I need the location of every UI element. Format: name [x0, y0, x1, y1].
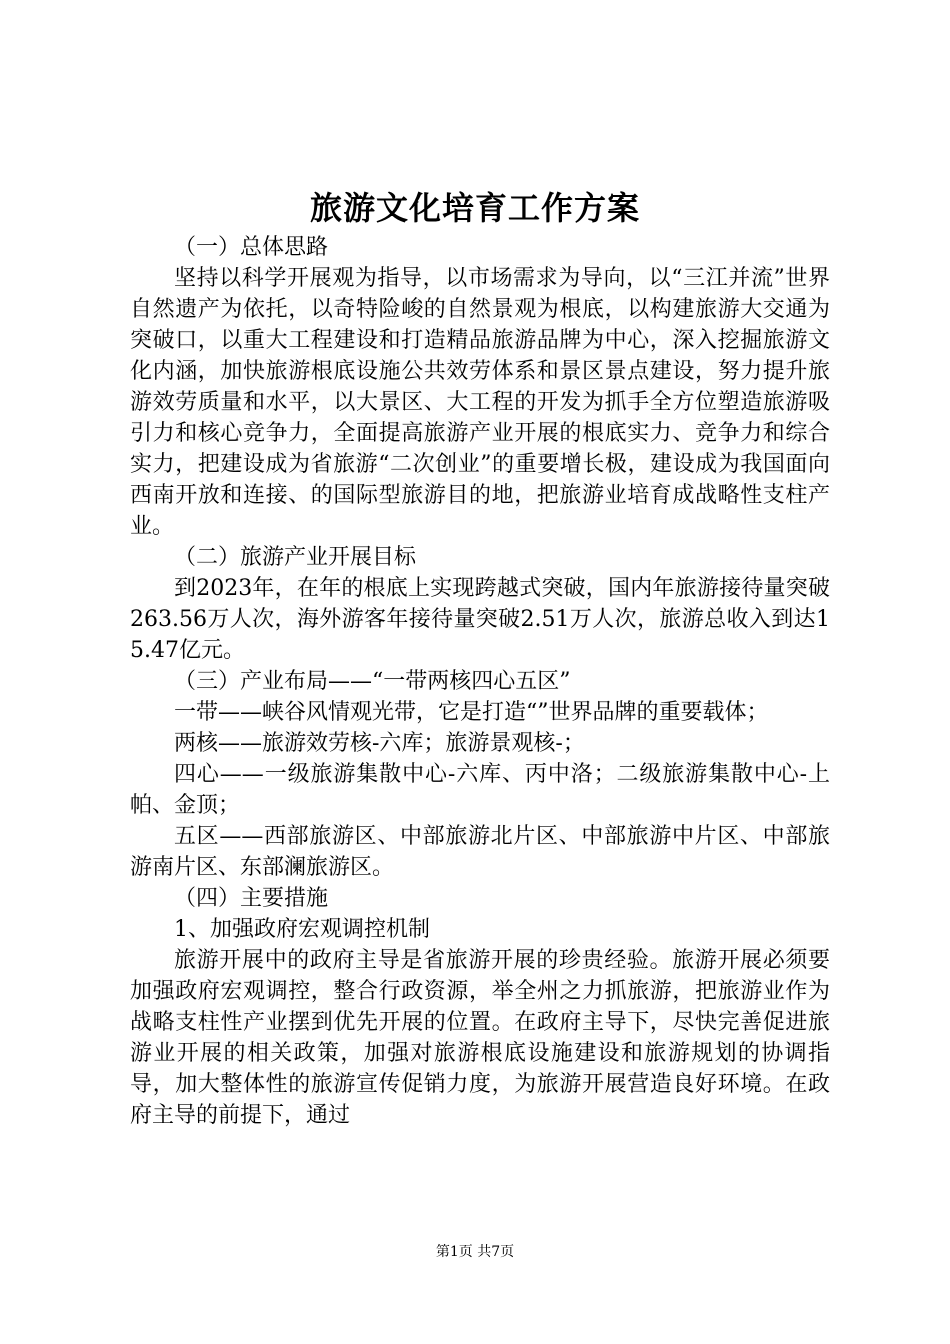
paragraph: 旅游开展中的政府主导是省旅游开展的珍贵经验。旅游开展必须要加强政府宏观调控，整合行政资源，举全州之力抓旅游，把旅游业作为战略支柱性产业摆到优先开展的位置。在政府主导下，尽快完善促进旅游业开展的相关政策，加强对旅游根底设施建设和旅游规划的协调指导，加大整体性的旅游宣传促销力度，为旅游开展营造良好环境。在政府主导的前提下，通过 — [130, 948, 830, 1128]
paragraph: 两核——旅游效劳核-六库；旅游景观核-； — [174, 731, 585, 756]
paragraph: 到2023年，在年的根底上实现跨越式突破，国内年旅游接待量突破263.56万人次，海外游客年接待量突破2.51万人次，旅游总收入到达15.47亿元。 — [130, 576, 830, 663]
section-heading: （二）旅游产业开展目标 — [174, 545, 417, 570]
document-body — [130, 232, 830, 1131]
paragraph: 五区——西部旅游区、中部旅游北片区、中部旅游中片区、中部旅游南片区、东部澜旅游区。 — [130, 824, 830, 880]
section-heading: （三）产业布局——“一带两核四心五区” — [174, 669, 571, 694]
section-heading: （一）总体思路 — [174, 235, 329, 260]
section-heading: （四）主要措施 — [174, 886, 329, 911]
paragraph: 坚持以科学开展观为指导，以市场需求为导向，以“三江并流”世界自然遗产为依托，以奇特险峻的自然景观为根底，以构建旅游大交通为突破口，以重大工程建设和打造精品旅游品牌为中心，深入挖掘旅游文化内涵，加快旅游根底设施公共效劳体系和景区景点建设，努力提升旅游效劳质量和水平，以大景区、大工程的开发为抓手全方位塑造旅游吸引力和核心竞争力，全面提高旅游产业开展的根底实力、竞争力和综合实力，把建设成为省旅游“二次创业”的重要增长极，建设成为我国面向西南开放和连接、的国际型旅游目的地，把旅游业培育成战略性支柱产业。 — [130, 266, 830, 539]
paragraph: 一带——峡谷风情观光带，它是打造“”世界品牌的重要载体； — [174, 700, 769, 725]
subsection-heading: 1、加强政府宏观调控机制 — [174, 917, 430, 942]
page-number: 第1页 共7页 — [435, 1244, 515, 1260]
paragraph: 四心——一级旅游集散中心-六库、丙中洛；二级旅游集散中心-上帕、金顶； — [130, 762, 830, 818]
document-title: 旅游文化培育工作方案 — [309, 189, 640, 227]
